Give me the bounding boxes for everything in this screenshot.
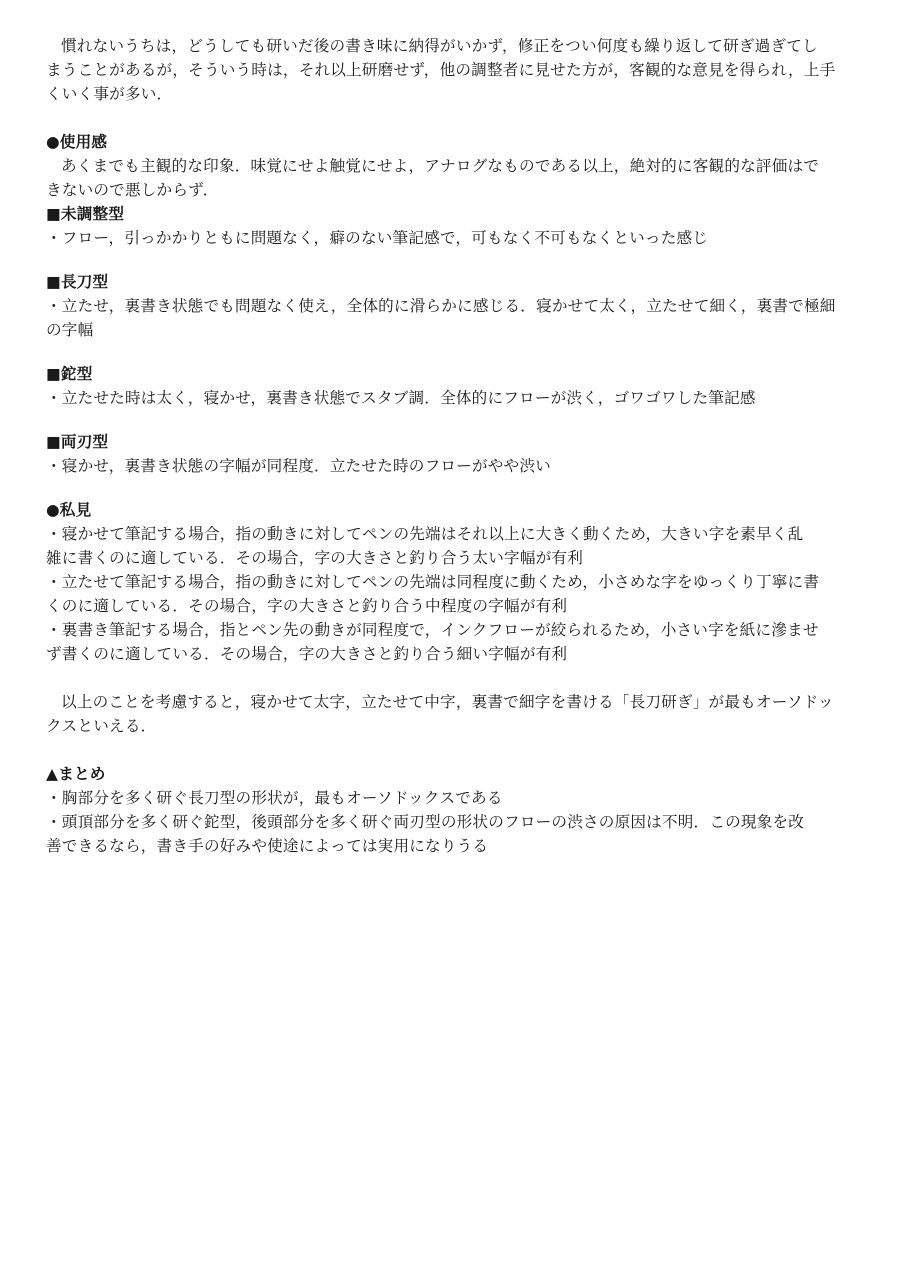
text-line: 以上のことを考慮すると，寝かせて太字，立たせて中字，裏書で細字を書ける「長刀研ぎ」が最もオーソドッ bbox=[61, 693, 834, 711]
type-naginata bbox=[46, 270, 857, 342]
text-line: まうことがあるが，そういう時は，それ以上研磨せず，他の調整者に見せた方が，客観的な意見を得られ，上手 bbox=[46, 61, 836, 79]
section-heading: ●私見 bbox=[46, 500, 92, 519]
type-nata bbox=[46, 362, 857, 410]
opinion-section bbox=[46, 498, 857, 666]
text-line: ・立たせた時は太く，寝かせ，裏書き状態でスタブ調．全体的にフローが渋く，ゴワゴワした筆記感 bbox=[46, 389, 756, 407]
section-heading: ▲まとめ bbox=[46, 764, 106, 783]
text-line: の字幅 bbox=[46, 321, 94, 339]
text-line: くのに適している．その場合，字の大きさと釣り合う中程度の字幅が有利 bbox=[46, 597, 568, 615]
text-line: 雑に書くのに適している．その場合，字の大きさと釣り合う太い字幅が有利 bbox=[46, 549, 583, 567]
text-line: ・立たせて筆記する場合，指の動きに対してペンの先端は同程度に動くため，小さめな字をゆっくり丁寧に書 bbox=[46, 573, 820, 591]
text-line: ・裏書き筆記する場合，指とペン先の動きが同程度で，インクフローが絞られるため，小さい字を紙に滲ませ bbox=[46, 621, 819, 639]
text-line: クスといえる． bbox=[46, 717, 157, 735]
section-heading: ■長刀型 bbox=[46, 272, 109, 291]
text-line: ・寝かせ，裏書き状態の字幅が同程度．立たせた時のフローがやや渋い bbox=[46, 457, 551, 475]
text-line: 慣れないうちは，どうしても研いだ後の書き味に納得がいかず，修正をつい何度も繰り返して研ぎ過ぎてし bbox=[61, 37, 818, 55]
section-heading: ■未調整型 bbox=[46, 204, 125, 223]
conclusion-paragraph bbox=[46, 690, 857, 738]
type-ryoba bbox=[46, 430, 857, 478]
type-unadjusted bbox=[46, 202, 857, 250]
text-line: ず書くのに適している．その場合，字の大きさと釣り合う細い字幅が有利 bbox=[46, 645, 568, 663]
text-line: きないので悪しからず． bbox=[46, 181, 219, 199]
section-heading: ●使用感 bbox=[46, 132, 108, 151]
section-heading: ■鉈型 bbox=[46, 364, 93, 383]
text-line: ・立たせ，裏書き状態でも問題なく使え，全体的に滑らかに感じる．寝かせて太く，立たせて細く，裏書で極細 bbox=[46, 297, 836, 315]
text-line: ・頭頂部分を多く研ぐ鉈型，後頭部分を多く研ぐ両刃型の形状のフローの渋さの原因は不明．この現象を改 bbox=[46, 813, 805, 831]
summary-section bbox=[46, 762, 857, 858]
section-heading: ■両刃型 bbox=[46, 432, 109, 451]
intro-paragraph bbox=[46, 34, 857, 106]
text-line: くいく事が多い． bbox=[46, 85, 173, 103]
text-line: 善できるなら，書き手の好みや使途によっては実用になりうる bbox=[46, 837, 489, 855]
text-line: ・胸部分を多く研ぐ長刀型の形状が，最もオーソドックスである bbox=[46, 789, 503, 807]
text-line: ・フロー，引っかかりともに問題なく，癖のない筆記感で，可もなく不可もなくといった感じ bbox=[46, 229, 709, 247]
usage-section bbox=[46, 130, 857, 202]
text-line: あくまでも主観的な印象．味覚にせよ触覚にせよ，アナログなものである以上，絶対的に客観的な評価はで bbox=[61, 157, 820, 175]
text-line: ・寝かせて筆記する場合，指の動きに対してペンの先端はそれ以上に大きく動くため，大きい字を素早く乱 bbox=[46, 525, 804, 543]
